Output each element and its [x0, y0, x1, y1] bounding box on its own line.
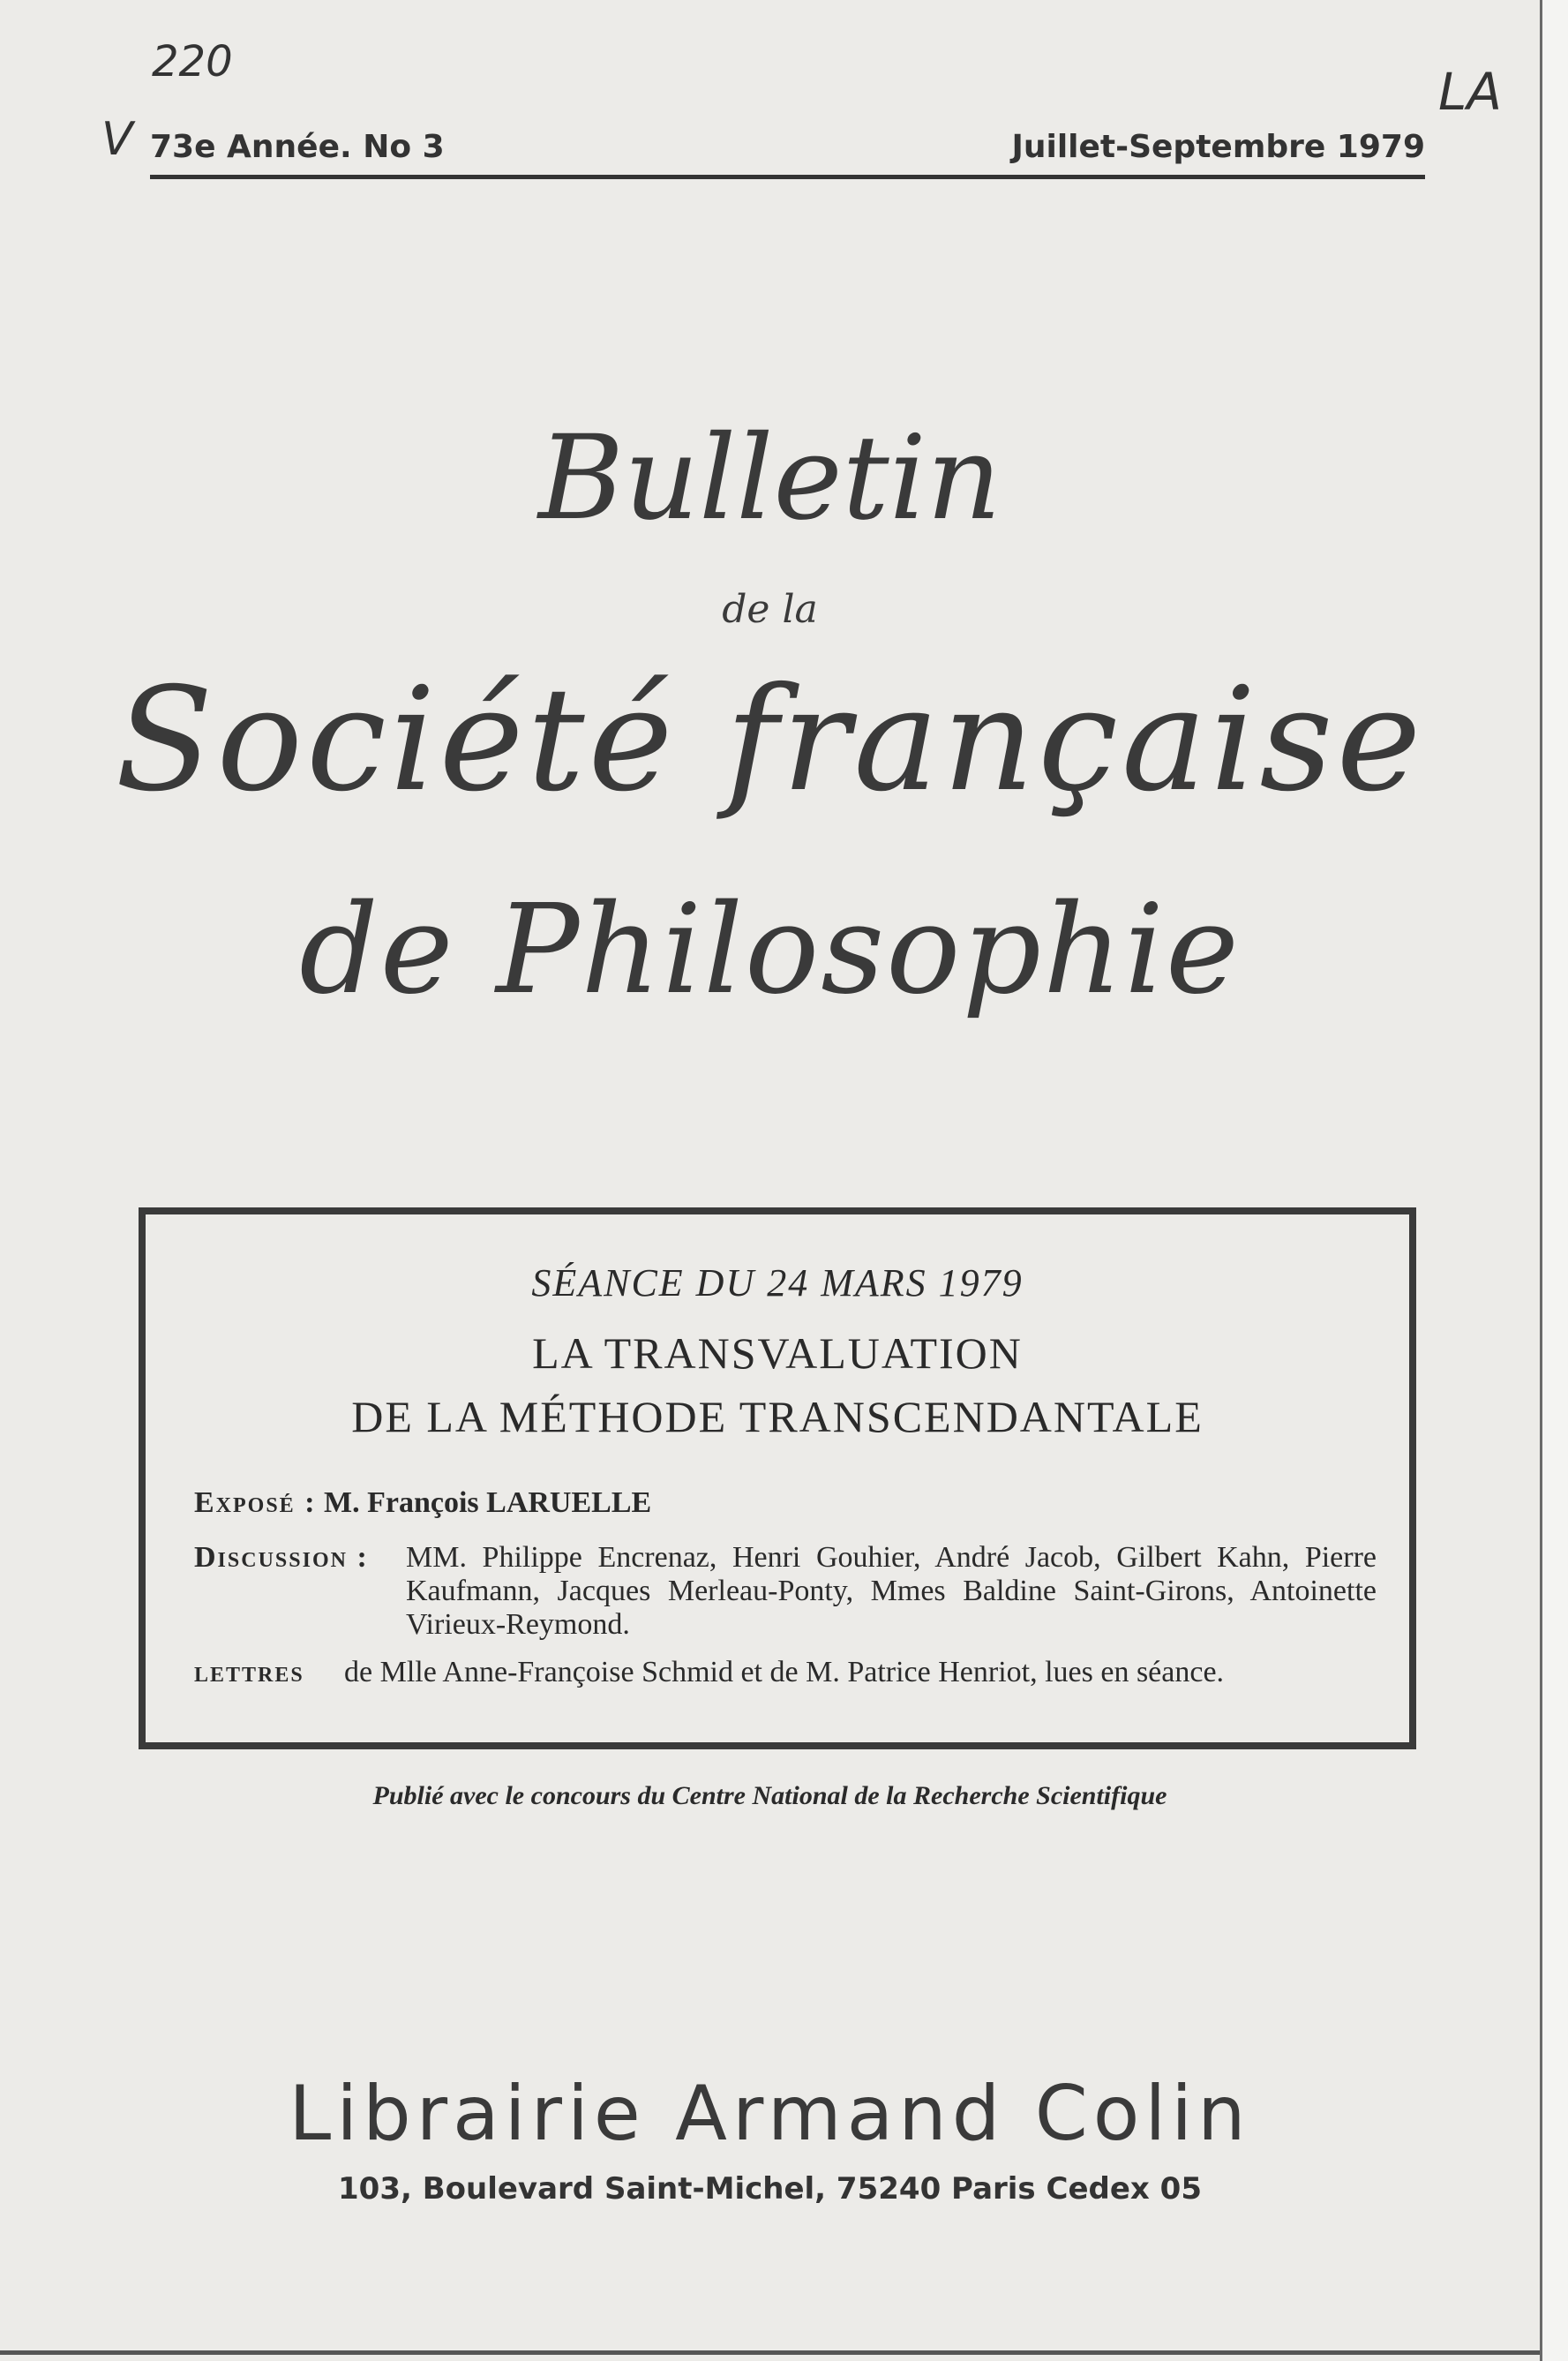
issue-number: 73e Année. No 3	[150, 129, 445, 165]
lecture-title-line1: LA TRANSVALUATION	[532, 1328, 1023, 1378]
expose-row	[194, 1486, 651, 1520]
cnrs-note: Publié avec le concours du Centre National de la Recherche Scientifique	[372, 1781, 1167, 1810]
session-date: SÉANCE DU 24 MARS 1979	[531, 1261, 1024, 1305]
lettres-text: de Mlle Anne-Françoise Schmid et de M. Patrice Henriot, lues en séance.	[344, 1656, 1225, 1688]
discussion-participants: MM. Philippe Encrenaz, Henri Gouhier, André Jacob, Gilbert Kahn, Pierre Kaufmann, Jacques Merleau-Ponty, Mmes Baldine Saint-Girons, Antoinette Virieux-Reymond.	[406, 1541, 1377, 1641]
discussion-row	[194, 1541, 1377, 1641]
publisher-name: Librairie Armand Colin	[289, 2070, 1251, 2158]
lettres-label: lettres	[194, 1656, 304, 1688]
bottom-edge-rule	[0, 2350, 1540, 2355]
expose-speaker: M. François LARUELLE	[324, 1486, 652, 1519]
handwritten-check-mark: V	[101, 113, 133, 166]
seance-box	[139, 1207, 1416, 1749]
handwritten-number: 220	[152, 37, 233, 86]
page-edge	[1540, 0, 1568, 2361]
handwritten-initials: LA	[1438, 62, 1502, 122]
lecture-title-line2: DE LA MÉTHODE TRANSCENDANTALE	[351, 1392, 1204, 1441]
title-de-philosophie: de Philosophie	[299, 878, 1241, 1022]
title-de-la: de la	[722, 587, 818, 632]
expose-label: Exposé :	[194, 1486, 317, 1519]
issue-header	[150, 122, 1425, 179]
lettres-row	[194, 1656, 1368, 1689]
issue-date: Juillet-Septembre 1979	[1011, 129, 1425, 165]
publisher-address: 103, Boulevard Saint-Michel, 75240 Paris Cedex 05	[338, 2171, 1202, 2207]
title-societe-francaise: Société française	[115, 658, 1425, 823]
title-bulletin: Bulletin	[538, 410, 1002, 546]
discussion-label: Discussion :	[194, 1541, 369, 1574]
